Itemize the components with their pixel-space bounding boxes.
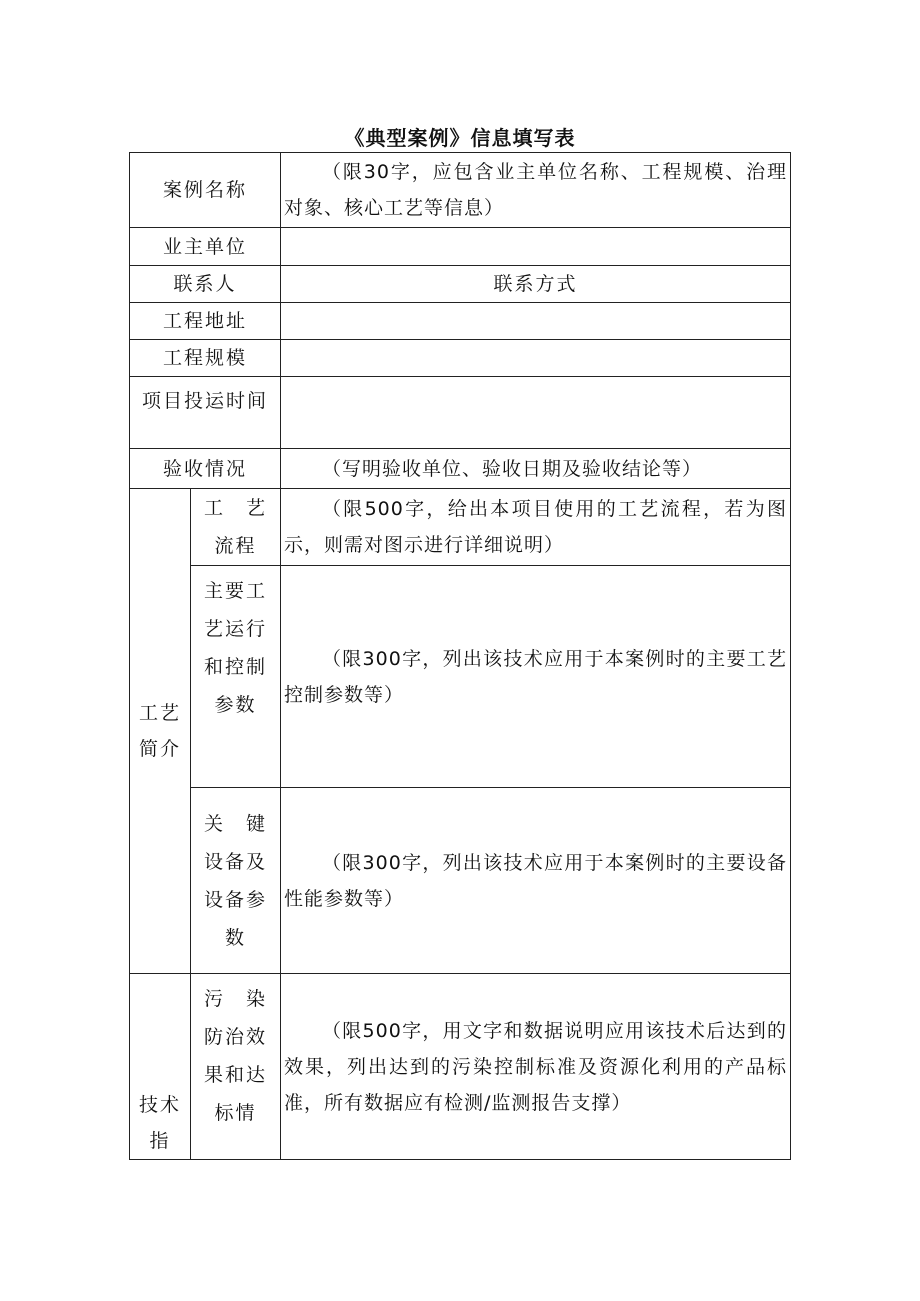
scale-field[interactable] bbox=[281, 340, 791, 377]
pollution-effect-label-line2: 防治效 bbox=[204, 1026, 268, 1048]
operation-time-field[interactable] bbox=[281, 377, 791, 449]
process-params-label-line1: 主要工 bbox=[204, 580, 268, 602]
contact-label: 联系人 bbox=[130, 266, 281, 303]
address-label: 工程地址 bbox=[130, 303, 281, 340]
process-flow-label-line1: 工 艺 bbox=[204, 497, 268, 519]
row-scale bbox=[130, 340, 791, 377]
acceptance-field[interactable]: （写明验收单位、验收日期及验收结论等） bbox=[281, 449, 791, 489]
row-equipment bbox=[130, 788, 791, 974]
row-acceptance bbox=[130, 449, 791, 489]
owner-field[interactable] bbox=[281, 228, 791, 266]
process-group-label-line1: 工艺 bbox=[138, 702, 181, 724]
pollution-effect-label-line3: 果和达 bbox=[204, 1064, 268, 1086]
row-case-name bbox=[130, 153, 791, 228]
case-name-field[interactable]: （限30字，应包含业主单位名称、工程规模、治理对象、核心工艺等信息） bbox=[281, 153, 791, 228]
process-params-label-line4: 参数 bbox=[214, 694, 257, 716]
process-flow-label-line2: 流程 bbox=[214, 535, 257, 557]
row-owner bbox=[130, 228, 791, 266]
acceptance-label: 验收情况 bbox=[130, 449, 281, 489]
pollution-effect-label bbox=[191, 974, 281, 1160]
row-process-flow bbox=[130, 489, 791, 566]
owner-label: 业主单位 bbox=[130, 228, 281, 266]
info-form-table bbox=[129, 152, 791, 1160]
equipment-label bbox=[191, 788, 281, 974]
pollution-effect-field[interactable]: （限500字，用文字和数据说明应用该技术后达到的效果，列出达到的污染控制标准及资源化利用的产品标准，所有数据应有检测/监测报告支撑） bbox=[281, 974, 791, 1160]
page-title: 《典型案例》信息填写表 bbox=[344, 126, 576, 150]
process-params-label bbox=[191, 566, 281, 788]
process-params-label-line2: 艺运行 bbox=[204, 618, 268, 640]
tech-group-label bbox=[130, 974, 191, 1160]
row-process-params bbox=[130, 566, 791, 788]
process-group-label bbox=[130, 489, 191, 974]
equipment-label-line4: 数 bbox=[225, 926, 247, 949]
operation-time-label: 项目投运时间 bbox=[130, 377, 281, 449]
equipment-field[interactable]: （限300字，列出该技术应用于本案例时的主要设备性能参数等） bbox=[281, 788, 791, 974]
process-group-label-line2: 简介 bbox=[138, 738, 181, 760]
row-operation-time bbox=[130, 377, 791, 449]
case-name-label: 案例名称 bbox=[130, 153, 281, 228]
equipment-label-line2: 设备及 bbox=[204, 850, 268, 873]
process-flow-field[interactable]: （限500字，给出本项目使用的工艺流程，若为图示，则需对图示进行详细说明） bbox=[281, 489, 791, 566]
process-flow-label bbox=[191, 489, 281, 566]
scale-label: 工程规模 bbox=[130, 340, 281, 377]
row-pollution-effect bbox=[130, 974, 791, 1160]
address-field[interactable] bbox=[281, 303, 791, 340]
pollution-effect-label-line4: 标情 bbox=[214, 1102, 257, 1124]
process-params-field[interactable]: （限300字，列出该技术应用于本案例时的主要工艺控制参数等） bbox=[281, 566, 791, 788]
tech-group-label-line2: 指 bbox=[149, 1130, 171, 1152]
pollution-effect-label-line1: 污 染 bbox=[204, 988, 268, 1010]
contact-method-label: 联系方式 bbox=[281, 266, 791, 303]
equipment-label-line1: 关 键 bbox=[204, 812, 268, 835]
tech-group-label-line1: 技术 bbox=[138, 1094, 181, 1116]
process-params-label-line3: 和控制 bbox=[204, 656, 268, 678]
row-address bbox=[130, 303, 791, 340]
equipment-label-line3: 设备参 bbox=[204, 888, 268, 911]
row-contact bbox=[130, 266, 791, 303]
